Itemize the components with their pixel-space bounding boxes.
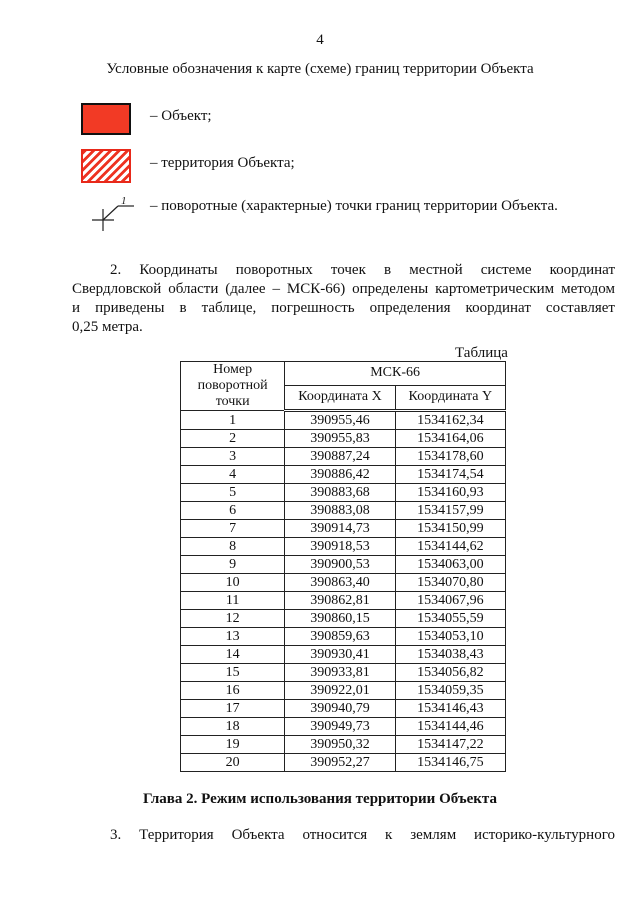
- coord-y-cell: 1534164,06: [395, 430, 505, 448]
- table-row: [181, 411, 506, 430]
- coord-y-cell: 1534038,43: [395, 646, 505, 664]
- point-number-cell: 4: [181, 466, 285, 484]
- paragraph-2-line: 2. Координаты поворотных точек в местной системе координат: [110, 262, 615, 278]
- point-number-cell: 3: [181, 448, 285, 466]
- point-number-cell: 6: [181, 502, 285, 520]
- table-row: [181, 430, 506, 448]
- table-row: [181, 664, 506, 682]
- coord-x-cell: 390887,24: [285, 448, 395, 466]
- table-row: [181, 592, 506, 610]
- table-row: [181, 538, 506, 556]
- coord-x-cell: 390940,79: [285, 700, 395, 718]
- header-coordinate-x: Координата X: [285, 385, 395, 410]
- territory-legend-swatch: [81, 149, 131, 183]
- coord-y-cell: 1534178,60: [395, 448, 505, 466]
- table-row: [181, 448, 506, 466]
- point-number-cell: 11: [181, 592, 285, 610]
- table-label: Таблица: [455, 345, 508, 361]
- coord-y-cell: 1534147,22: [395, 736, 505, 754]
- paragraph-3: [72, 826, 615, 845]
- table-row: [181, 628, 506, 646]
- coord-x-cell: 390863,40: [285, 574, 395, 592]
- coord-x-cell: 390955,83: [285, 430, 395, 448]
- table-row: [181, 700, 506, 718]
- table-row: [181, 610, 506, 628]
- legend-text-object: – Объект;: [150, 108, 212, 124]
- paragraph-2-line: 0,25 метра.: [72, 319, 143, 335]
- coord-x-cell: 390883,08: [285, 502, 395, 520]
- point-number-cell: 14: [181, 646, 285, 664]
- coord-x-cell: 390900,53: [285, 556, 395, 574]
- point-number-cell: 2: [181, 430, 285, 448]
- point-number-cell: 10: [181, 574, 285, 592]
- chapter-title: Глава 2. Режим использования территории Объекта: [143, 791, 497, 807]
- table-row: [181, 574, 506, 592]
- coord-x-cell: 390952,27: [285, 754, 395, 772]
- coord-y-cell: 1534070,80: [395, 574, 505, 592]
- coord-x-cell: 390955,46: [285, 411, 395, 430]
- coord-x-cell: 390918,53: [285, 538, 395, 556]
- point-number-cell: 15: [181, 664, 285, 682]
- coord-x-cell: 390922,01: [285, 682, 395, 700]
- point-number-cell: 13: [181, 628, 285, 646]
- page-number: 4: [316, 32, 324, 48]
- table-row: [181, 646, 506, 664]
- point-number-cell: 17: [181, 700, 285, 718]
- point-number-cell: 9: [181, 556, 285, 574]
- coord-y-cell: 1534146,75: [395, 754, 505, 772]
- coord-y-cell: 1534056,82: [395, 664, 505, 682]
- table-row: [181, 556, 506, 574]
- point-number-cell: 8: [181, 538, 285, 556]
- coord-y-cell: 1534146,43: [395, 700, 505, 718]
- object-legend-swatch: [81, 103, 131, 135]
- point-number-cell: 16: [181, 682, 285, 700]
- coord-y-cell: 1534162,34: [395, 411, 505, 430]
- coord-y-cell: 1534144,46: [395, 718, 505, 736]
- turning-point-marker-icon: [88, 193, 138, 233]
- coord-x-cell: 390862,81: [285, 592, 395, 610]
- coord-x-cell: 390950,32: [285, 736, 395, 754]
- marker-label: 1: [121, 195, 127, 207]
- point-number-cell: 18: [181, 718, 285, 736]
- coord-y-cell: 1534067,96: [395, 592, 505, 610]
- coord-x-cell: 390883,68: [285, 484, 395, 502]
- coord-y-cell: 1534053,10: [395, 628, 505, 646]
- coord-x-cell: 390930,41: [285, 646, 395, 664]
- table-row: [181, 502, 506, 520]
- coord-y-cell: 1534160,93: [395, 484, 505, 502]
- paragraph-2-line: и приведены в таблице, погрешность определения координат составляет: [72, 300, 615, 316]
- coord-y-cell: 1534174,54: [395, 466, 505, 484]
- coord-x-cell: 390859,63: [285, 628, 395, 646]
- table-row: [181, 736, 506, 754]
- coord-x-cell: 390860,15: [285, 610, 395, 628]
- legend-text-points: – поворотные (характерные) точки границ территории Объекта.: [150, 198, 558, 214]
- point-number-cell: 5: [181, 484, 285, 502]
- paragraph-2: [72, 261, 615, 337]
- coord-x-cell: 390914,73: [285, 520, 395, 538]
- coord-y-cell: 1534157,99: [395, 502, 505, 520]
- table-row: [181, 466, 506, 484]
- table-row: [181, 682, 506, 700]
- table-row: [181, 520, 506, 538]
- table-row: [181, 754, 506, 772]
- legend-title: Условные обозначения к карте (схеме) границ территории Объекта: [106, 61, 534, 77]
- table-row: [181, 484, 506, 502]
- point-number-cell: 12: [181, 610, 285, 628]
- paragraph-3-line: 3. Территория Объекта относится к землям историко-культурного: [110, 827, 615, 843]
- coord-y-cell: 1534063,00: [395, 556, 505, 574]
- paragraph-2-line: Свердловской области (далее – МСК-66) определены картометрическим методом: [72, 281, 615, 297]
- legend-text-territory: – территория Объекта;: [150, 155, 295, 171]
- header-point-number: Номер поворотной точки: [181, 362, 285, 411]
- coord-x-cell: 390933,81: [285, 664, 395, 682]
- coord-x-cell: 390886,42: [285, 466, 395, 484]
- coord-x-cell: 390949,73: [285, 718, 395, 736]
- coord-y-cell: 1534150,99: [395, 520, 505, 538]
- point-number-cell: 20: [181, 754, 285, 772]
- point-number-cell: 1: [181, 411, 285, 430]
- coord-y-cell: 1534055,59: [395, 610, 505, 628]
- point-number-cell: 19: [181, 736, 285, 754]
- point-number-cell: 7: [181, 520, 285, 538]
- coord-y-cell: 1534144,62: [395, 538, 505, 556]
- table-row: [181, 718, 506, 736]
- coordinates-table: [180, 361, 506, 772]
- header-coordinate-system: МСК-66: [285, 362, 506, 386]
- coord-y-cell: 1534059,35: [395, 682, 505, 700]
- header-coordinate-y: Координата Y: [395, 385, 505, 410]
